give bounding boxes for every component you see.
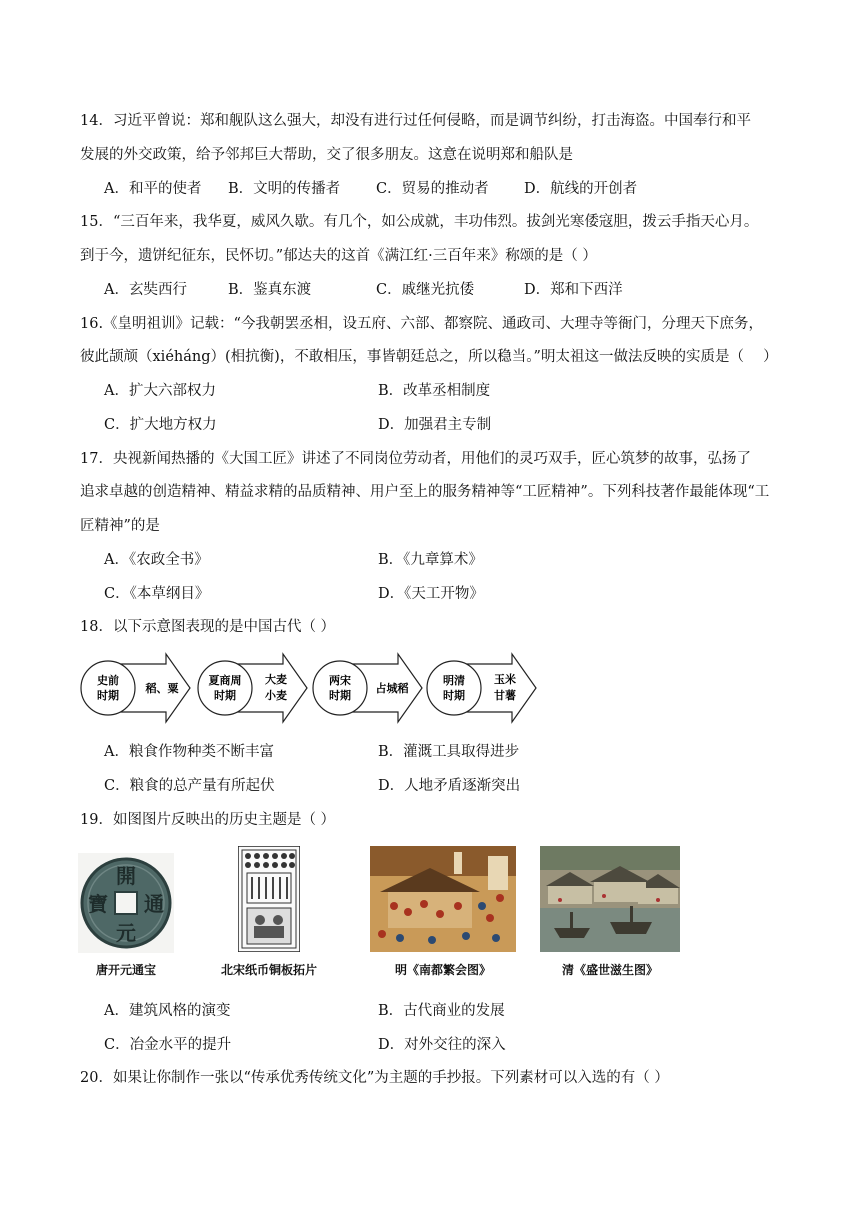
kaiyuan-coin-image — [78, 853, 174, 953]
stage-2-crop-1: 大麦 — [265, 673, 287, 686]
q15-option-d[interactable]: D．郑和下西洋 — [524, 282, 623, 298]
q18-stem-line1: 18．以下示意图表现的是中国古代（ ） — [80, 619, 336, 635]
diagram-stage-3 — [313, 654, 422, 722]
stage-1-period-1: 史前 — [97, 674, 119, 687]
q16-stem-line2: 彼此颉颃（xiéháng）(相抗衡)，不敢相压，事皆朝廷总之，所以稳当。”明太祖这一做法反映的实质是（ ） — [80, 349, 778, 365]
q14-option-a[interactable]: A．和平的使者 — [104, 181, 202, 197]
q14-stem-line1: 14．习近平曾说：郑和舰队这么强大，却没有进行过任何侵略，而是调节纠纷，打击海盗。中国奉行和平 — [80, 113, 751, 129]
q17-stem-line1: 17．央视新闻热播的《大国工匠》讲述了不同岗位劳动者，用他们的灵巧双手，匠心筑梦的故事，弘扬了 — [80, 451, 751, 467]
song-banknote-print-image — [238, 846, 300, 952]
stage-3-crop-1: 占城稻 — [375, 682, 409, 695]
stage-2-crop-2: 小麦 — [265, 689, 287, 702]
shengshi-zisheng-painting-image — [540, 846, 680, 952]
q16-option-c[interactable]: C．扩大地方权力 — [104, 417, 217, 433]
nandu-fanhui-painting-image — [370, 846, 516, 952]
coin-char-left: 寶 — [88, 892, 108, 916]
q15-stem-line1: 15．“三百年来，我华夏，威风久歇。有几个，如公成就，丰功伟烈。拔剑光寒倭寇胆，拨云手指天心月。 — [80, 214, 759, 230]
q17-option-a[interactable]: A．《农政全书》 — [104, 552, 209, 568]
stage-1-period-2: 时期 — [97, 689, 119, 702]
q17-stem-line2: 追求卓越的创造精神、精益求精的品质精神、用户至上的服务精神等“工匠精神”。下列科技著作最能体现“工 — [80, 484, 770, 500]
stage-1-crop-1: 稻、粟 — [145, 682, 179, 695]
q16-stem-line1: 16.《皇明祖训》记载：“今我朝罢丞相，设五府、六部、都察院、通政司、大理寺等衙门，分理天下庶务， — [80, 316, 763, 332]
q18-option-c[interactable]: C．粮食的总产量有所起伏 — [104, 778, 275, 794]
q14-stem-line2: 发展的外交政策，给予邻邦巨大帮助，交了很多朋友。这意在说明郑和船队是 — [80, 147, 573, 163]
stage-2-period-1: 夏商周 — [208, 674, 242, 687]
q19-option-c[interactable]: C．冶金水平的提升 — [104, 1037, 232, 1053]
q20-stem-line1: 20．如果让你制作一张以“传承优秀传统文化”为主题的手抄报。下列素材可以入选的有（ ） — [80, 1070, 669, 1086]
stage-4-period-2: 时期 — [443, 689, 465, 702]
diagram-stage-1 — [81, 654, 190, 722]
q18-option-b[interactable]: B．灌溉工具取得进步 — [378, 744, 520, 760]
q14-option-d[interactable]: D．航线的开创者 — [524, 181, 638, 197]
q14-option-b[interactable]: B．文明的传播者 — [228, 181, 341, 197]
q18-option-a[interactable]: A．粮食作物种类不断丰富 — [104, 744, 274, 760]
coin-char-right: 通 — [144, 892, 164, 916]
stage-4-crop-1: 玉米 — [494, 673, 516, 686]
q19-stem-line1: 19．如图图片反映出的历史主题是（ ） — [80, 812, 336, 828]
q16-option-a[interactable]: A．扩大六部权力 — [104, 383, 216, 399]
q16-option-d[interactable]: D．加强君主专制 — [378, 417, 492, 433]
diagram-stage-4 — [427, 654, 536, 722]
crop-evolution-diagram — [80, 652, 540, 724]
q17-stem-line3: 匠精神”的是 — [80, 518, 160, 534]
coin-char-bottom: 元 — [116, 921, 136, 945]
q15-stem-line2: 到于今，遗饼纪征东，民怀切。”郁达夫的这首《满江红·三百年来》称颂的是（ ） — [80, 248, 597, 264]
stage-3-period-1: 两宋 — [329, 674, 351, 687]
q19-option-a[interactable]: A．建筑风格的演变 — [104, 1003, 231, 1019]
q15-option-b[interactable]: B．鉴真东渡 — [228, 282, 312, 298]
stage-2-period-2: 时期 — [214, 689, 236, 702]
caption-banknote: 北宋纸币铜板拓片 — [220, 963, 317, 977]
stage-3-period-2: 时期 — [329, 689, 351, 702]
q15-option-c[interactable]: C．戚继光抗倭 — [376, 282, 475, 298]
q18-option-d[interactable]: D．人地矛盾逐渐突出 — [378, 778, 521, 794]
q19-option-d[interactable]: D．对外交往的深入 — [378, 1037, 506, 1053]
q19-option-b[interactable]: B．古代商业的发展 — [378, 1003, 505, 1019]
q17-option-c[interactable]: C．《本草纲目》 — [104, 586, 210, 602]
q15-option-a[interactable]: A．玄奘西行 — [104, 282, 187, 298]
stage-4-crop-2: 甘薯 — [494, 689, 516, 702]
caption-coin: 唐开元通宝 — [95, 963, 156, 977]
caption-nandu: 明《南都繁会图》 — [394, 963, 491, 977]
diagram-stage-2 — [198, 654, 307, 722]
q16-option-b[interactable]: B．改革丞相制度 — [378, 383, 491, 399]
caption-shengshi: 清《盛世滋生图》 — [561, 963, 658, 977]
q17-option-b[interactable]: B．《九章算术》 — [378, 552, 483, 568]
q14-option-c[interactable]: C．贸易的推动者 — [376, 181, 489, 197]
q17-option-d[interactable]: D．《天工开物》 — [378, 586, 484, 602]
coin-char-top: 開 — [116, 864, 136, 888]
stage-4-period-1: 明清 — [443, 674, 465, 687]
